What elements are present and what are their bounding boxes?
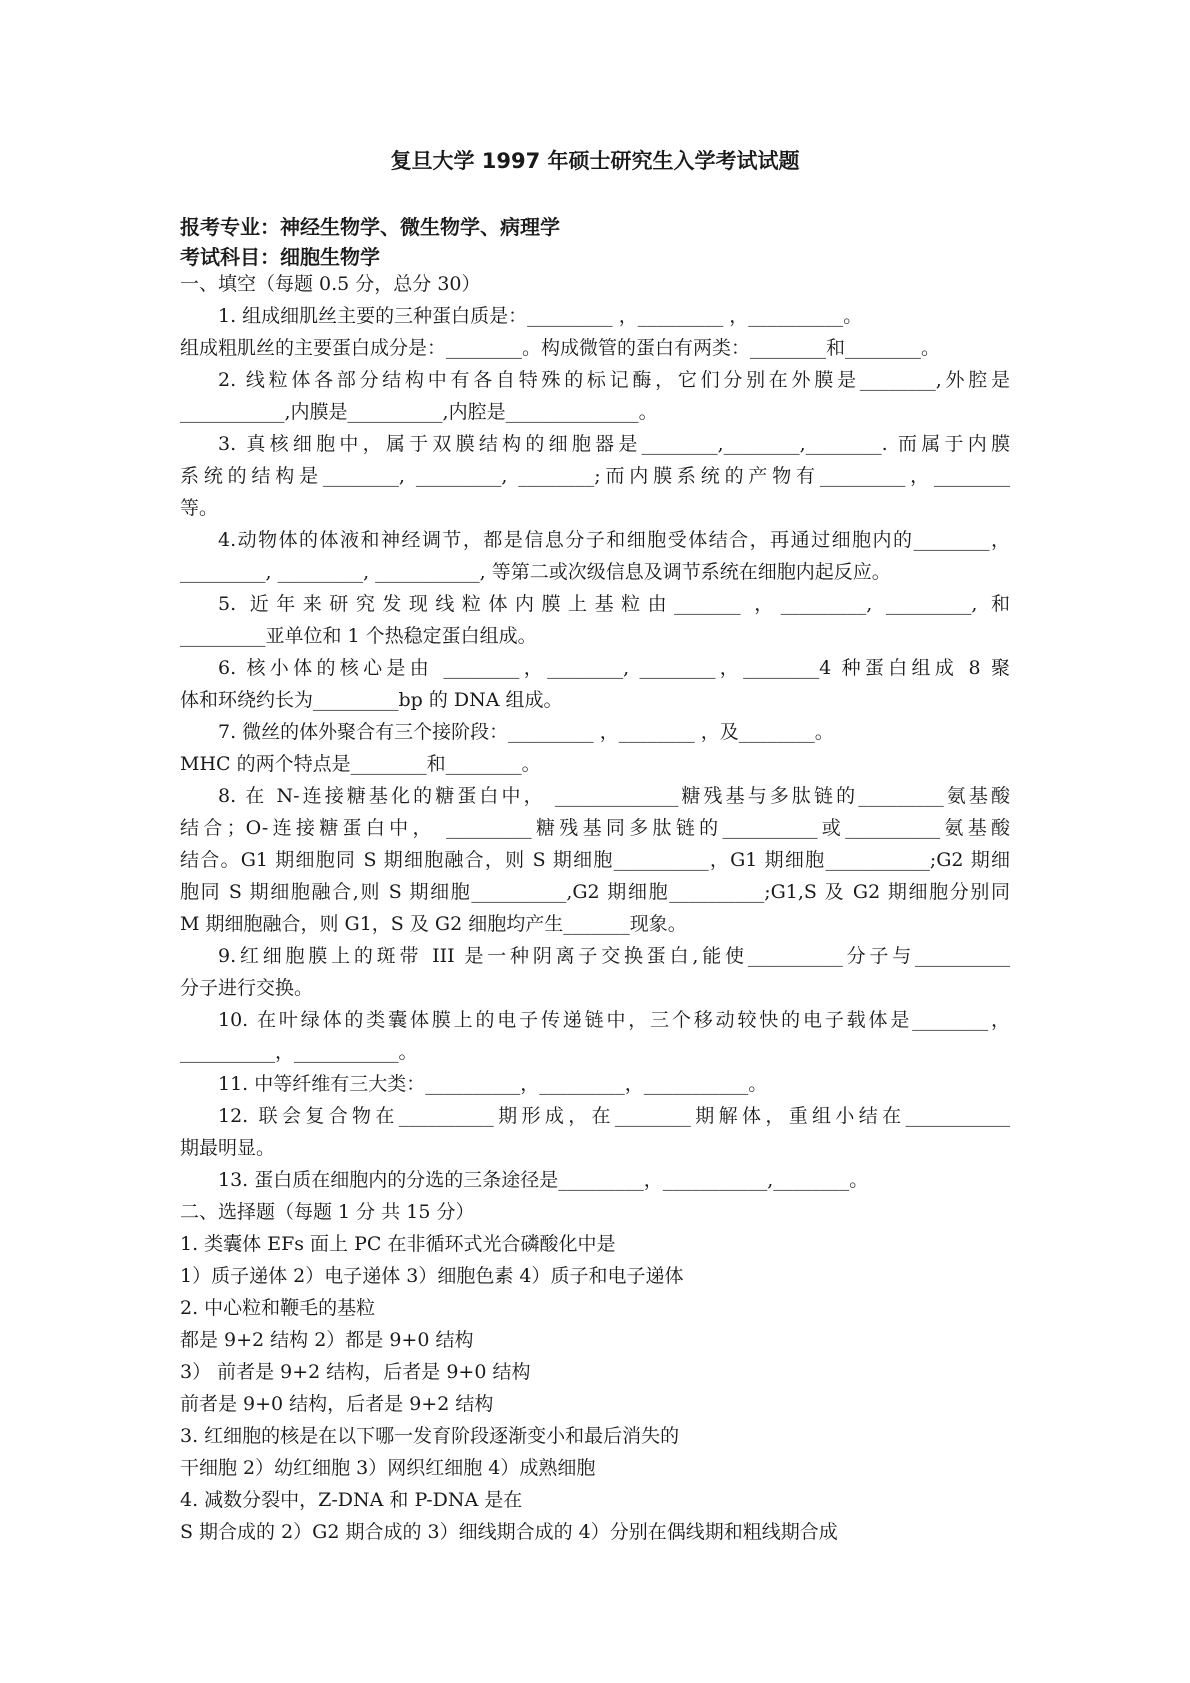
question-line: 11. 中等纤维有三大类：__________，_________，___________。: [218, 1073, 768, 1095]
question-line: 等。: [180, 497, 219, 519]
question-line: 结合。G1 期细胞同 S 期细胞融合，则 S 期细胞__________，G1 期细胞___________;G2 期细: [180, 849, 1010, 871]
question-line: 分子进行交换。: [180, 977, 314, 999]
question-line: 组成粗肌丝的主要蛋白成分是：________。构成微管的蛋白有两类：________和________。: [180, 337, 941, 359]
exam-subject: 考试科目：细胞生物学: [180, 245, 380, 269]
choice-question: 4. 减数分裂中，Z-DNA 和 P-DNA 是在: [180, 1489, 523, 1511]
page-title: 复旦大学 1997 年硕士研究生入学考试试题: [390, 149, 800, 173]
question-line: 体和环绕约长为_________bp 的 DNA 组成。: [180, 689, 563, 711]
question-line: M 期细胞融合，则 G1，S 及 G2 细胞均产生_______现象。: [180, 913, 687, 935]
question-line: 7. 微丝的体外聚合有三个接阶段：_________ ，________ ，及________。: [218, 721, 834, 743]
question-line: 2. 线粒体各部分结构中有各自特殊的标记酶，它们分别在外膜是________,外腔是: [218, 369, 1010, 391]
section-heading-fill-in: 一、填空（每题 0.5 分，总分 30）: [180, 273, 481, 295]
question-line: 5. 近年来研究发现线粒体内膜上基粒由_______ ，_________, _________, 和: [218, 593, 1010, 615]
question-line: _________亚单位和 1 个热稳定蛋白组成。: [180, 625, 537, 647]
question-line: 10. 在叶绿体的类囊体膜上的电子传递链中，三个移动较快的电子载体是________，: [218, 1009, 1010, 1031]
choice-options: 干细胞 2）幼红细胞 3）网织红细胞 4）成熟细胞: [180, 1457, 596, 1479]
question-line: 结合；O-连接糖蛋白中， _________糖残基同多肽链的__________或__________氨基酸: [180, 817, 1010, 839]
choice-question: 2. 中心粒和鞭毛的基粒: [180, 1297, 376, 1319]
question-line: _________, _________, ___________, 等第二或次级信息及调节系统在细胞内起反应。: [180, 561, 891, 583]
exam-major: 报考专业：神经生物学、微生物学、病理学: [180, 215, 560, 239]
question-line: 13. 蛋白质在细胞内的分选的三条途径是_________，___________,________。: [218, 1169, 869, 1191]
choice-options: 3） 前者是 9+2 结构，后者是 9+0 结构: [180, 1361, 531, 1383]
choice-options: 前者是 9+0 结构，后者是 9+2 结构: [180, 1393, 494, 1415]
choice-question: 1. 类囊体 EFs 面上 PC 在非循环式光合磷酸化中是: [180, 1233, 616, 1255]
choice-question: 3. 红细胞的核是在以下哪一发育阶段逐渐变小和最后消失的: [180, 1425, 680, 1447]
question-line: __________，___________。: [180, 1041, 418, 1063]
question-line: 4.动物体的体液和神经调节，都是信息分子和细胞受体结合，再通过细胞内的________，: [218, 529, 1010, 551]
question-line: 胞同 S 期细胞融合,则 S 期细胞__________,G2 期细胞__________;G1,S 及 G2 期细胞分别同: [180, 881, 1010, 903]
question-line: 9.红细胞膜上的斑带 III 是一种阴离子交换蛋白,能使__________分子与__________: [218, 945, 1010, 967]
question-line: 12. 联会复合物在__________期形成，在________期解体，重组小结在___________: [218, 1105, 1010, 1127]
question-line: 系统的结构是________, _________, ________;而内膜系统的产物有_________，________: [180, 465, 1010, 487]
question-line: 3. 真核细胞中，属于双膜结构的细胞器是________,________,________. 而属于内膜: [218, 433, 1010, 455]
question-line: 期最明显。: [180, 1137, 276, 1159]
choice-options: 1）质子递体 2）电子递体 3）细胞色素 4）质子和电子递体: [180, 1265, 684, 1287]
choice-options: S 期合成的 2）G2 期合成的 3）细线期合成的 4）分别在偶线期和粗线期合成: [180, 1521, 838, 1543]
question-line: 6. 核小体的核心是由 ________，________, ________，________4 种蛋白组成 8 聚: [218, 657, 1010, 679]
choice-options: 都是 9+2 结构 2）都是 9+0 结构: [180, 1329, 474, 1351]
question-line: MHC 的两个特点是________和________。: [180, 753, 541, 775]
question-line: 8. 在 N-连接糖基化的糖蛋白中， _____________糖残基与多肽链的_________氨基酸: [218, 785, 1010, 807]
question-line: 1. 组成细肌丝主要的三种蛋白质是：_________ ，_________ ，__________。: [218, 305, 863, 327]
question-line: ___________,内膜是__________,内腔是______________。: [180, 401, 658, 423]
section-heading-choice: 二、选择题（每题 1 分 共 15 分）: [180, 1201, 475, 1223]
